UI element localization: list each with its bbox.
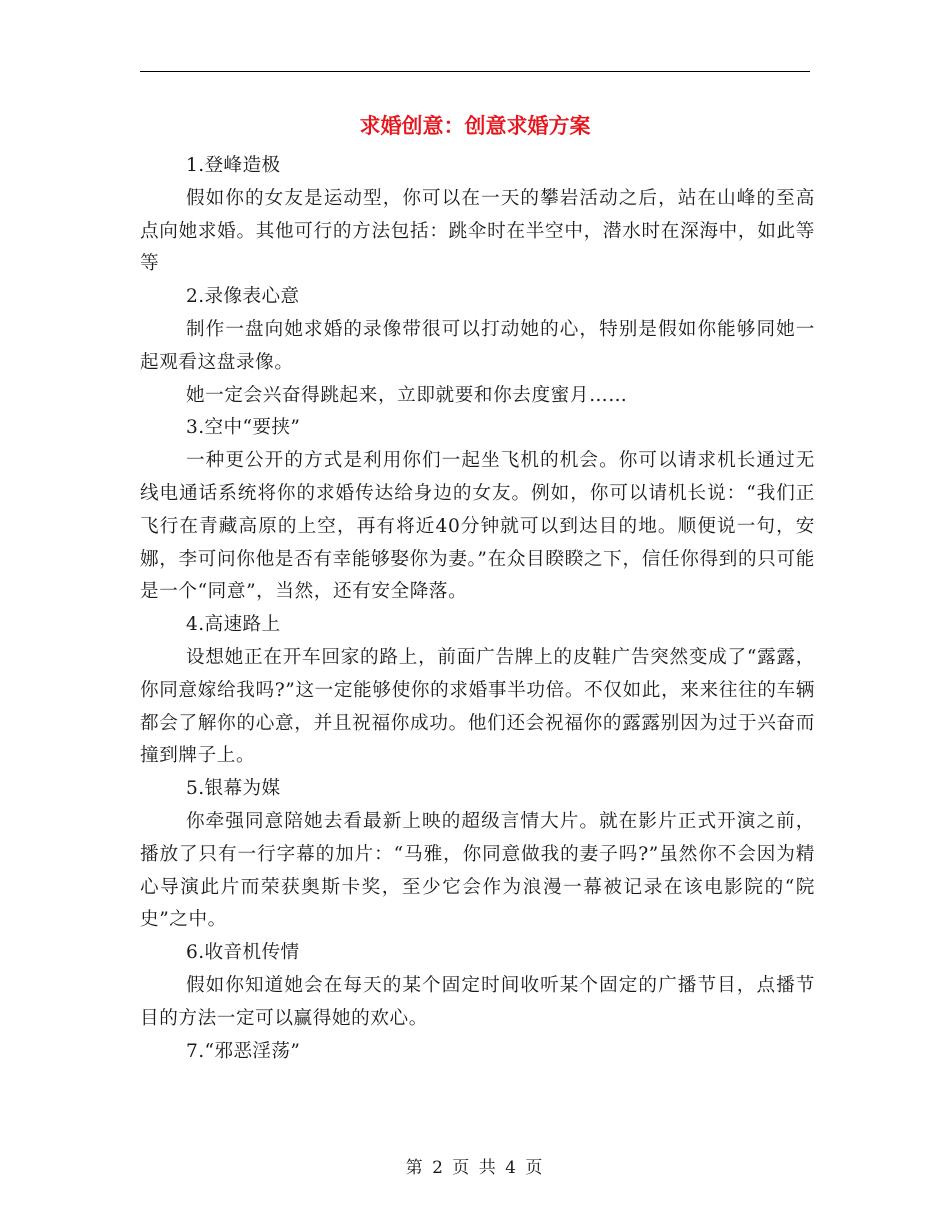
section-heading: 2.录像表心意: [186, 286, 300, 308]
section-heading: 7.“邪恶淫荡”: [186, 1040, 301, 1062]
header-rule: [140, 71, 810, 72]
section-heading: 1.登峰造极: [186, 155, 281, 176]
document-title: 求婚创意：创意求婚方案: [359, 114, 591, 138]
section-paragraph: 她一定会兴奋得跳起来，立即就要和你去度蜜月……: [186, 384, 628, 406]
section-paragraph: 假如你的女友是运动型，你可以在一天的攀岩活动之后，站在山峰的至高点向她求婚。其他可行的方法包括：跳伞时在半空中，潜水时在深海中，如此等等: [140, 187, 815, 275]
section-paragraph: 假如你知道她会在每天的某个固定时间收听某个固定的广播节目，点播节目的方法一定可以赢得她的欢心。: [140, 974, 815, 1029]
section-paragraph: 设想她正在开车回家的路上，前面广告牌上的皮鞋广告突然变成了“露露，你同意嫁给我吗?”这一定能够使你的求婚事半功倍。不仅如此，来来往往的车辆都会了解你的心意，并且祝福你成功。他们还会祝福你的露露别因为过于兴奋而撞到牌子上。: [140, 646, 815, 767]
page-number-footer: 第 2 页 共 4 页: [405, 1158, 545, 1178]
section-paragraph: 你牵强同意陪她去看最新上映的超级言情大片。就在影片正式开演之前，播放了只有一行字幕的加片：“马雅，你同意做我的妻子吗?”虽然你不会因为精心导演此片而荣获奥斯卡奖，至少它会作为浪漫一幕被记录在该电影院的“院史”之中。: [140, 810, 815, 931]
section-heading: 5.银幕为媒: [186, 778, 281, 800]
section-paragraph: 一种更公开的方式是利用你们一起坐飞机的机会。你可以请求机长通过无线电通话系统将你的求婚传达给身边的女友。例如，你可以请机长说：“我们正飞行在青藏高原的上空，再有将近40分钟就可以到达目的地。顺便说一句，安娜，李可问你他是否有幸能够娶你为妻。”在众目睽睽之下，信任你得到的只可能是一个“同意”，当然，还有安全降落。: [140, 450, 815, 603]
section-heading: 3.空中“要挟”: [186, 417, 301, 439]
section-heading: 4.高速路上: [186, 614, 281, 636]
section-paragraph: 制作一盘向她求婚的录像带很可以打动她的心，特别是假如你能够同她一起观看这盘录像。: [140, 318, 815, 373]
section-heading: 6.收音机传情: [186, 942, 300, 964]
document-body: [140, 150, 815, 1068]
